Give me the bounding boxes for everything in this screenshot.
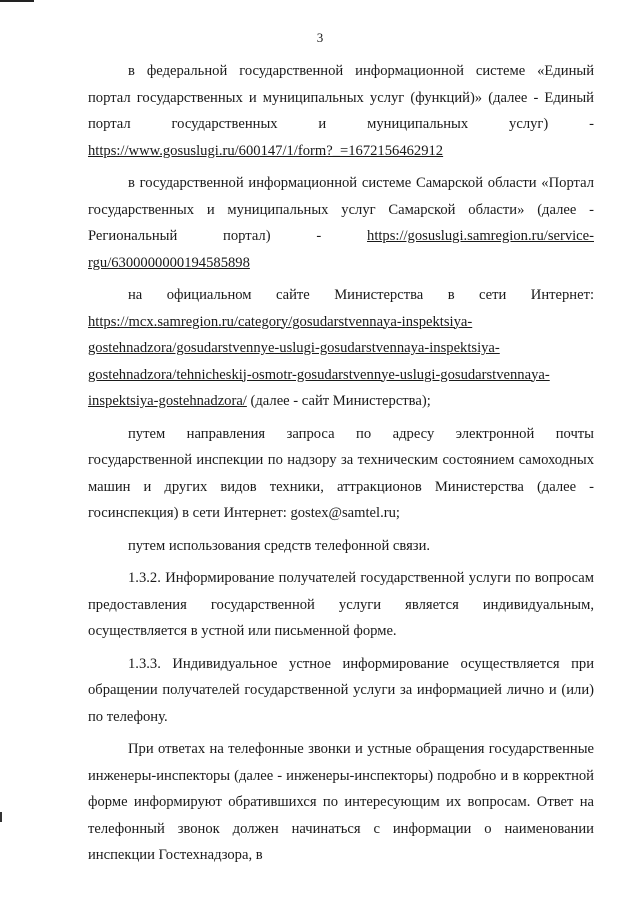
item-text: на официальном сайте Министерства в сети Интернет: <box>128 287 594 303</box>
item-text: в федеральной государственной информационной системе «Единый портал государственных и муниципальных услуг (функций)» (далее - Единый портал государственных и муниципальных услуг) - <box>88 63 594 132</box>
clause-1-3-3: 1.3.3. Индивидуальное устное информирование осуществляется при обращении получателей государственной услуги за информацией лично и (или) по телефону. <box>88 655 594 725</box>
document-body <box>88 58 594 869</box>
item-text: в государственной информационной системе Самарской области «Портал государственных и муниципальных услуг Самарской области» (далее - Региональный портал) - <box>88 175 594 244</box>
ministry-site-link[interactable]: https://mcx.samregion.ru/category/gosudarstvennaya-inspektsiya-gostehnadzora/gosudarstvennye-uslugi-gosudarstvennaya-inspektsiya-gostehnadzora/tehnicheskij-osmotr-gosudarstvennye-uslugi-gosudarstvennaya-inspektsiya-gostehnadzora/ <box>88 313 550 409</box>
federal-portal-link[interactable]: https://www.gosuslugi.ru/600147/1/form?_=1672156462912 <box>88 142 444 159</box>
page-number: 3 <box>316 30 324 45</box>
item-email-request: путем направления запроса по адресу электронной почты государственной инспекции по надзору за техническим состоянием самоходных машин и других видов техники, аттракционов Министерства (далее - госинспекция) в сети Интернет: gostex@samtel.ru; <box>88 425 594 521</box>
item-ministry-site <box>88 282 594 415</box>
scan-margin-mark <box>0 812 2 822</box>
regional-portal-link[interactable]: https://gosuslugi.samregion.ru/service-rgu/6300000000194585898 <box>88 228 594 271</box>
paragraph-phone-answers: При ответах на телефонные звонки и устные обращения государственные инженеры-инспекторы (далее - инженеры-инспекторы) подробно и в корректной форме информируют обратившихся по интересующим их вопросам. Ответ на телефонный звонок должен начинаться с информации о наименовании инспекции Гостехнадзора, в <box>88 741 594 863</box>
item-text-after: (далее - сайт Министерства); <box>246 393 431 409</box>
item-gosuslugi-federal <box>88 58 594 164</box>
item-phone: путем использования средств телефонной связи. <box>128 537 431 554</box>
clause-1-3-2: 1.3.2. Информирование получателей государственной услуги по вопросам предоставления государственной услуги является индивидуальным, осуществляется в устной или письменной форме. <box>88 570 594 639</box>
scan-corner-mark <box>0 0 34 2</box>
item-gosuslugi-regional <box>88 170 594 276</box>
